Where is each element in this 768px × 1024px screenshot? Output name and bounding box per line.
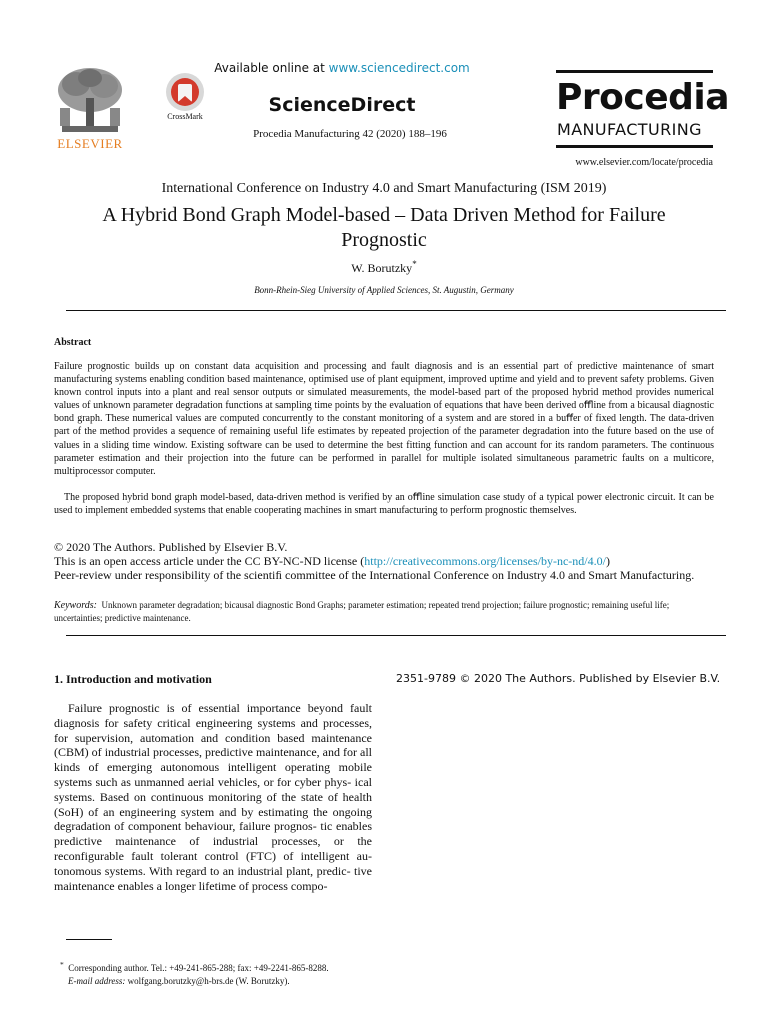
elsevier-wordmark: ELSEVIER — [57, 136, 123, 151]
crossmark-label: CrossMark — [167, 112, 203, 121]
license-suffix: ) — [605, 554, 610, 568]
issn-copyright-note: 2351-9789 © 2020 The Authors. Published by Elsevier B.V. — [396, 672, 721, 685]
footnote-mark: * — [60, 960, 64, 969]
crossmark-icon — [162, 72, 208, 112]
section-heading: 1. Introduction and motivation — [54, 672, 212, 686]
procedia-top-rule — [556, 70, 713, 73]
abstract-paragraph-2: The proposed hybrid bond graph model-based, data-driven method is verified by an oﬄine simulation case study of a typical power electronic circuit. It can be used to implement embedded systems that enable cooperating machines in smart manufacturing to perform prognostic themselves. — [54, 492, 714, 517]
sciencedirect-brand: ScienceDirect — [268, 94, 416, 116]
paper-title-line1: A Hybrid Bond Graph Model-based – Data Driven Method for Failure — [102, 204, 666, 226]
peer-review-line: Peer-review under responsibility of the scientiﬁ committee of the International Conference on Industry 4.0 and Smart Manufacturing. — [54, 568, 695, 582]
footnote — [60, 958, 460, 988]
available-prefix: Available online at — [214, 61, 329, 75]
procedia-bottom-rule — [556, 145, 713, 148]
corresponding-author: Corresponding author. Tel.: +49-241-865-288; fax: +49-2241-865-8288. — [68, 963, 329, 973]
keywords-text: Unknown parameter degradation; bicausal diagnostic Bond Graphs; parameter estimation; repeated trend projection; failure prognostic; remaining useful life; uncertainties; predictive maintenance. — [54, 600, 670, 623]
header-divider — [66, 310, 726, 311]
paper-title-line2: Prognostic — [341, 229, 427, 251]
footnote-line-1 — [60, 958, 460, 975]
author-name: W. Borutzky — [351, 261, 413, 275]
affiliation: Bonn-Rhein-Sieg University of Applied Sciences, St. Augustin, Germany — [254, 285, 514, 295]
copyright-line: © 2020 The Authors. Published by Elsevier B.V. — [54, 540, 288, 554]
section-body: Failure prognostic is of essential importance beyond fault diagnosis for safety critical engineering systems and processes, for supervision, automation and condition based maintenance (CBM) of industrial processes, predictive maintenance, and for all kinds of emerging autonomous intelligent operating mobile systems such as unmanned aerial vehicles, or for cyber phys- ical systems. Based on continuous monitoring of the state of health (SoH) of an engineering system and by estimating the ongoing degradation of component behaviour, failure prognos- tic enables predictive maintenance of industrial processes, or the reconfigurable fault tolerant control (FTC) of intelligent au- tonomous systems. With regard to an industrial plant, predic- tive maintenance enables a longer lifetime of process compo- — [54, 701, 372, 893]
keywords — [54, 599, 714, 624]
keywords-divider — [66, 635, 726, 636]
elsevier-tree-icon — [52, 64, 128, 138]
email-address[interactable]: wolfgang.borutzky@h-brs.de (W. Borutzky). — [127, 976, 290, 986]
crossmark-badge[interactable] — [162, 72, 208, 122]
abstract-heading: Abstract — [54, 337, 92, 348]
procedia-wordmark: Procedia — [556, 77, 730, 118]
abstract-paragraph-1: Failure prognostic builds up on constant data acquisition and processing and fault diagnosis and is an essential part of predictive maintenance of smart manufacturing systems enabling condition based maintenance, optimised use of plant equipment, improved uptime and yield and to prevent safety problems. Given known control inputs into a plant and real sensor outputs or simulated measurements, the model-based part of the proposed hybrid method provides numerical values of unknown parameter degradation functions at sampling time points by the evaluation of equations that have been derived oﬄine from a bicausal diagnostic bond graph. These numerical values are computed concurrently to the constant monitoring of a system and are stored in a buﬀer of fixed length. The data-driven part of the method provides a sequence of remaining useful life estimates by repeated projection of the parameter degradation into the future based on the use of values in a sliding time window. Existing software can be used to determine the best fitting function and can account for its random parameters. The continuous parameter estimation and their projection into the future can be performed in parallel for multiple isolated simultaneous parametric faults on a multicore, multiprocessor computer. — [54, 361, 714, 477]
footnote-divider — [66, 939, 112, 940]
manufacturing-wordmark: MANUFACTURING — [557, 120, 702, 139]
available-online — [140, 61, 544, 75]
author-footnote-mark: * — [412, 259, 417, 269]
license-prefix: This is an open access article under the CC BY-NC-ND license ( — [54, 554, 365, 568]
procedia-logo — [556, 70, 730, 150]
sciencedirect-link[interactable]: www.sciencedirect.com — [328, 61, 470, 75]
elsevier-logo — [52, 64, 128, 154]
author-line — [280, 259, 488, 276]
keywords-label: Keywords: — [54, 600, 97, 611]
footnote-line-2 — [60, 975, 460, 988]
license-link[interactable]: http://creativecommons.org/licenses/by-nc-nd/4.0/ — [364, 554, 606, 568]
email-label: E-mail address: — [68, 976, 126, 986]
conference-name: International Conference on Industry 4.0 and Smart Manufacturing (ISM 2019) — [161, 181, 607, 196]
license-line — [54, 554, 610, 569]
journal-url[interactable]: www.elsevier.com/locate/procedia — [575, 157, 713, 168]
journal-reference: Procedia Manufacturing 42 (2020) 188–196 — [253, 128, 447, 140]
